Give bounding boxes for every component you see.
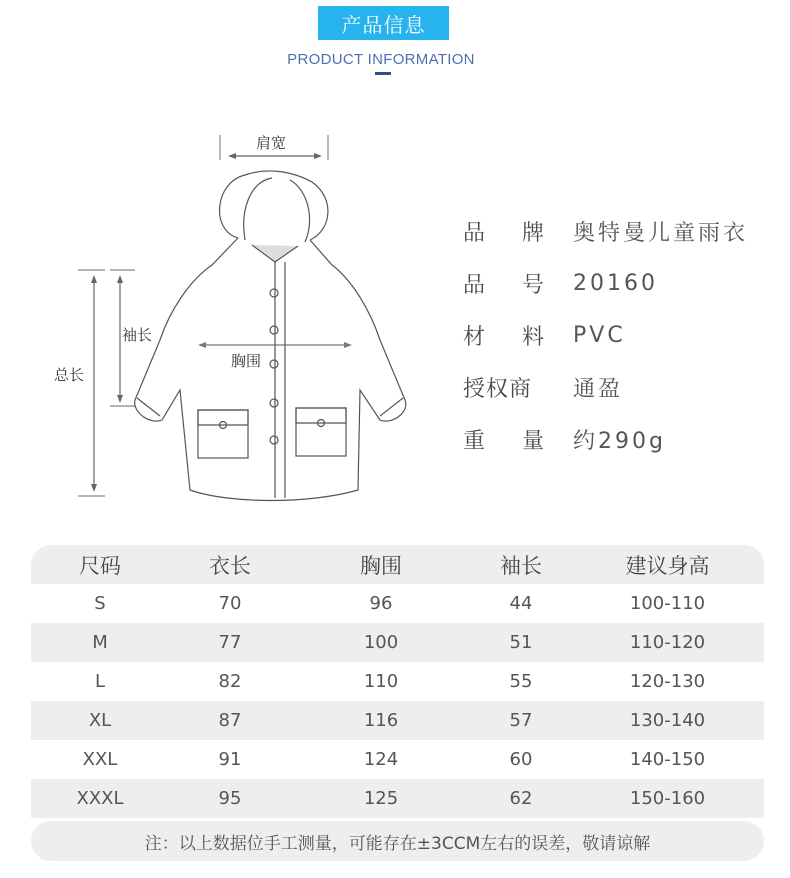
- table-cell: 77: [218, 632, 242, 653]
- total-length-label: 总长: [54, 366, 85, 384]
- table-cell: 96: [369, 593, 393, 614]
- table-cell: 55: [509, 671, 533, 692]
- spec-value: PVC: [573, 322, 626, 348]
- spec-key: 材 料: [463, 324, 545, 350]
- column-header: 衣长: [209, 553, 251, 578]
- spec-value: 约290g: [573, 428, 666, 454]
- table-cell: 130-140: [629, 710, 706, 731]
- spec-licensor: [463, 361, 748, 413]
- table-cell: 87: [218, 710, 242, 731]
- table-cell: 100-110: [629, 593, 706, 614]
- table-cell: 100: [363, 632, 399, 653]
- shoulder-width-label: 肩宽: [256, 134, 287, 152]
- spec-value: 20160: [573, 270, 658, 296]
- raincoat-sketch: [40, 120, 440, 520]
- spec-model: [463, 257, 748, 309]
- column-header: 胸围: [360, 553, 402, 578]
- section-title-badge: 产品信息: [318, 6, 449, 40]
- sleeve-length-label: 袖长: [122, 326, 153, 344]
- table-cell: S: [94, 593, 106, 614]
- table-cell: 125: [363, 788, 399, 809]
- table-row: [31, 740, 764, 779]
- table-cell: 60: [509, 749, 533, 770]
- spec-value: 通盈: [573, 376, 624, 402]
- column-header: 袖长: [500, 553, 542, 578]
- table-cell: XXXL: [76, 788, 124, 809]
- table-cell: 57: [509, 710, 533, 731]
- spec-weight: [463, 413, 748, 465]
- table-row: [31, 584, 764, 623]
- table-row: [31, 623, 764, 662]
- table-cell: 82: [218, 671, 242, 692]
- table-cell: 110-120: [629, 632, 706, 653]
- section-subtitle: PRODUCT INFORMATION: [287, 51, 475, 68]
- table-cell: 124: [363, 749, 399, 770]
- column-header: 建议身高: [625, 553, 710, 578]
- table-cell: XXL: [82, 749, 118, 770]
- measurement-note: 注：以上数据位手工测量，可能存在±3CCM左右的误差，敬请谅解: [31, 821, 764, 861]
- spec-key: 品 牌: [463, 220, 545, 246]
- table-cell: XL: [88, 710, 112, 731]
- table-row: [31, 662, 764, 701]
- table-cell: L: [94, 671, 106, 692]
- table-cell: 51: [509, 632, 533, 653]
- spec-material: [463, 309, 748, 361]
- table-cell: 91: [218, 749, 242, 770]
- table-cell: 62: [509, 788, 533, 809]
- table-row: [31, 701, 764, 740]
- table-cell: 95: [218, 788, 242, 809]
- spec-key: 品 号: [463, 272, 545, 298]
- spec-key: 重 量: [463, 428, 545, 454]
- spec-key: 授权商: [463, 376, 533, 402]
- table-cell: 70: [218, 593, 242, 614]
- table-cell: 44: [509, 593, 533, 614]
- column-header: 尺码: [79, 553, 121, 578]
- title-underline: [375, 72, 391, 75]
- spec-brand: [463, 205, 748, 257]
- raincoat-measurement-diagram: [40, 120, 440, 520]
- table-cell: 150-160: [629, 788, 706, 809]
- table-cell: 110: [363, 671, 399, 692]
- table-row: [31, 779, 764, 818]
- spec-value: 奥特曼儿童雨衣: [573, 220, 749, 246]
- product-specs: [463, 205, 748, 465]
- size-chart-table: [31, 545, 764, 818]
- chest-label: 胸围: [231, 352, 262, 370]
- table-cell: M: [92, 632, 108, 653]
- table-header-row: [31, 545, 764, 584]
- table-cell: 140-150: [629, 749, 706, 770]
- table-cell: 116: [363, 710, 399, 731]
- table-cell: 120-130: [629, 671, 706, 692]
